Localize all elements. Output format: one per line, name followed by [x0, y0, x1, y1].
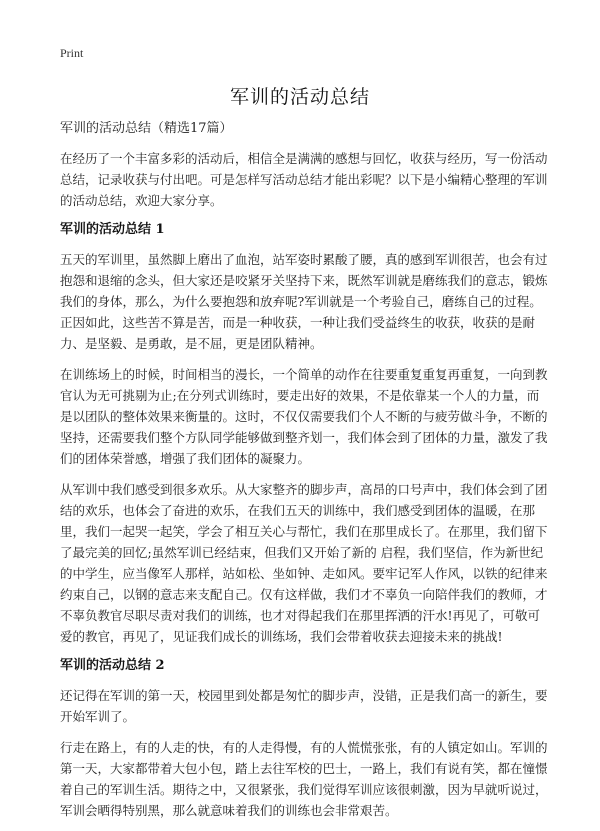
section-2: [60, 657, 550, 821]
paragraph: 行走在路上，有的人走的快，有的人走得慢，有的人慌慌张张，有的人镇定如山。军训的第一天，大家都带着大包小包，踏上去往军校的巴士，一路上，我们有说有笑，都在憧憬着自己的军训生活。期待之中，又很紧张，我们觉得军训应该很刺激，因为早就听说过，军训会晒得特别黑，那么就意味着我们的训练也会非常艰苦。: [60, 740, 548, 818]
paragraph: 还记得在军训的第一天，校园里到处都是匆忙的脚步声，没错，正是我们高一的新生，要开始军训了。: [60, 688, 548, 724]
section-1: [60, 221, 550, 647]
section-heading: 军训的活动总结 1: [60, 222, 165, 237]
document-title: 军训的活动总结: [229, 86, 370, 108]
paragraph: 在训练场上的时候，时间相当的漫长，一个简单的动作在往要重复重复再重复，一向到教官认为无可挑剔为止;在分列式训练时，要走出好的效果，不是依靠某一个人的力量，而是以团队的整体效果来衡量的。这时，不仅仅需要我们个人不断的与疲劳做斗争，不断的坚持，还需要我们整个方队同学能够做到整齐划一，我们体会到了团体的力量，激发了我们的团体荣誉感，增强了我们团体的凝聚力。: [60, 367, 548, 466]
paragraph: 从军训中我们感受到很多欢乐。从大家整齐的脚步声，高昂的口号声中，我们体会到了团结的欢乐，也体会了奋进的欢乐，在我们五天的训练中，我们感受到团体的温暖，在那里，我们一起哭一起笑，学会了相互关心与帮忙，我们在那里成长了。在那里，我们留下了最完美的回忆;虽然军训已经结束，但我们又开始了新的 启程，我们坚信，作为新世纪的中学生，应当像军人那样，站如松、坐如钟、走如风。要牢记军人作风，以铁的纪律来约束自己，以钢的意志来支配自己。仅有这样做，我们才不辜负一向陪伴我们的教师，才不辜负教官尽职尽责对我们的训练，也才对得起我们在那里挥洒的汗水!再见了，可敬可爱的教官，再见了，见证我们成长的训练场，我们会带着收获去迎接未来的挑战!: [60, 482, 548, 644]
section-heading: 军训的活动总结 2: [60, 658, 165, 673]
document-body: [60, 120, 550, 831]
intro-paragraph: 在经历了一个丰富多彩的活动后，相信全是满满的感想与回忆，收获与经历，写一份活动总结，记录收获与付出吧。可是怎样写活动总结才能出彩呢？以下是小编精心整理的军训的活动总结，欢迎大家分享。: [60, 151, 548, 208]
paragraph: 五天的军训里，虽然脚上磨出了血泡，站军姿时累酸了腰，真的感到军训很苦，也会有过抱怨和退缩的念头，但大家还是咬紧牙关坚持下来，既然军训就是磨练我们的意志，锻炼我们的身体，那么，为什么要抱怨和放弃呢?军训就是一个考验自己，磨练自己的过程。正因如此，这些苦不算是苦，而是一种收获，一种让我们受益终生的收获，收获的是耐力、是坚毅、是勇敢，是不屈，更是团队精神。: [60, 252, 548, 351]
print-link[interactable]: Print: [60, 46, 84, 60]
document-subtitle: 军训的活动总结（精选17篇）: [60, 121, 233, 136]
